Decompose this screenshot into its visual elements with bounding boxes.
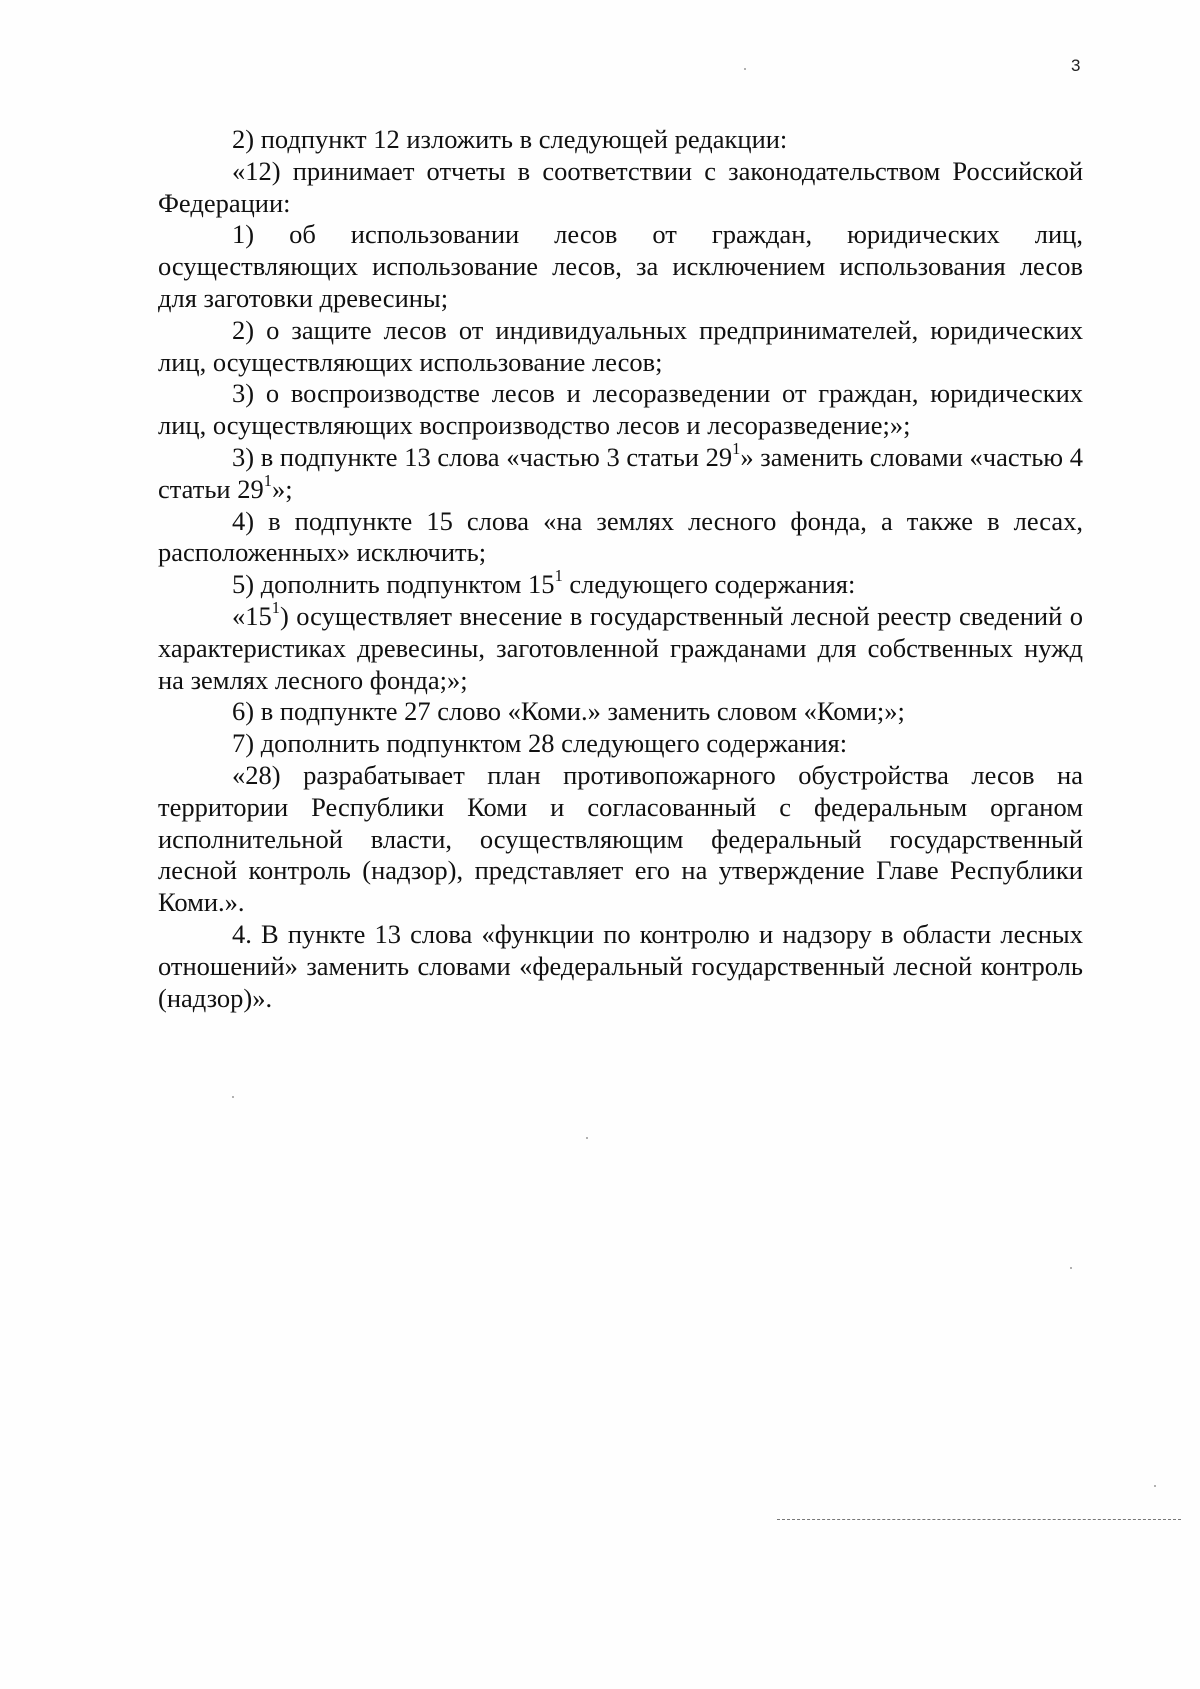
paragraph-6-part-2: » заменить словами «частью 4 статьи 29 bbox=[158, 441, 1083, 504]
paragraph-12: «28) разрабатывает план противопожарного обустройства лесов на территории Республики Коми и согласованный с федеральным органом исполнительной власти, осуществляющим федеральный государственный лесной контроль (надзор), представляет его на утверждение Главе Республики Коми.». bbox=[158, 759, 1083, 918]
scan-speck bbox=[744, 68, 746, 70]
paragraph-8 bbox=[158, 566, 1083, 601]
paragraph-11: 7) дополнить подпунктом 28 следующего содержания: bbox=[232, 728, 848, 759]
paragraph-9-part-2: ) осуществляет внесение в государственный лесной реестр сведений о характеристиках древесины, заготовленной гражданами для собственных нужд на землях лесного фонда;»; bbox=[158, 600, 1083, 695]
superscript-4: 1 bbox=[271, 598, 280, 618]
paragraph-13: 4. В пункте 13 слова «функции по контролю и надзору в области лесных отношений» заменить словами «федеральный государственный лесной контроль (надзор)». bbox=[158, 918, 1083, 1013]
paragraph-9 bbox=[158, 598, 1083, 696]
paragraph-9-part-1: «15 bbox=[232, 600, 272, 631]
paragraph-5: 3) о воспроизводстве лесов и лесоразведении от граждан, юридических лиц, осуществляющих воспроизводство лесов и лесоразведение;»; bbox=[158, 378, 1083, 441]
paragraph-3: 1) об использовании лесов от граждан, юридических лиц, осуществляющих использование лесов, за исключением использования лесов для заготовки древесины; bbox=[158, 219, 1083, 313]
paragraph-6-part-1: 3) в подпункте 13 слова «частью 3 статьи 29 bbox=[232, 441, 733, 472]
paragraph-10: 6) в подпункте 27 слово «Коми.» заменить словом «Коми;»; bbox=[232, 696, 905, 727]
scan-speck bbox=[586, 1137, 588, 1139]
superscript-2: 1 bbox=[263, 470, 272, 490]
paragraph-6-part-3: »; bbox=[271, 473, 293, 504]
paragraph-2: «12) принимает отчеты в соответствии с законодательством Российской Федерации: bbox=[158, 155, 1083, 218]
paragraph-8-part-2: следующего содержания: bbox=[562, 569, 856, 600]
scan-speck bbox=[232, 1096, 234, 1098]
superscript-3: 1 bbox=[554, 566, 563, 586]
paragraph-7: 4) в подпункте 15 слова «на землях лесного фонда, а также в лесах, расположенных» исключить; bbox=[158, 505, 1083, 568]
superscript-1: 1 bbox=[732, 439, 741, 459]
paragraph-1: 2) подпункт 12 изложить в следующей редакции: bbox=[232, 124, 788, 154]
paragraph-4: 2) о защите лесов от индивидуальных предпринимателей, юридических лиц, осуществляющих использование лесов; bbox=[158, 314, 1083, 377]
paragraph-8-part-1: 5) дополнить подпунктом 15 bbox=[232, 569, 555, 600]
scan-speck bbox=[1070, 1267, 1072, 1269]
paragraph-6 bbox=[158, 439, 1083, 506]
scan-speck bbox=[1154, 1485, 1156, 1487]
footer-rule bbox=[777, 1519, 1181, 1520]
document-body bbox=[158, 124, 1083, 1014]
page-number: 3 bbox=[1071, 56, 1081, 75]
